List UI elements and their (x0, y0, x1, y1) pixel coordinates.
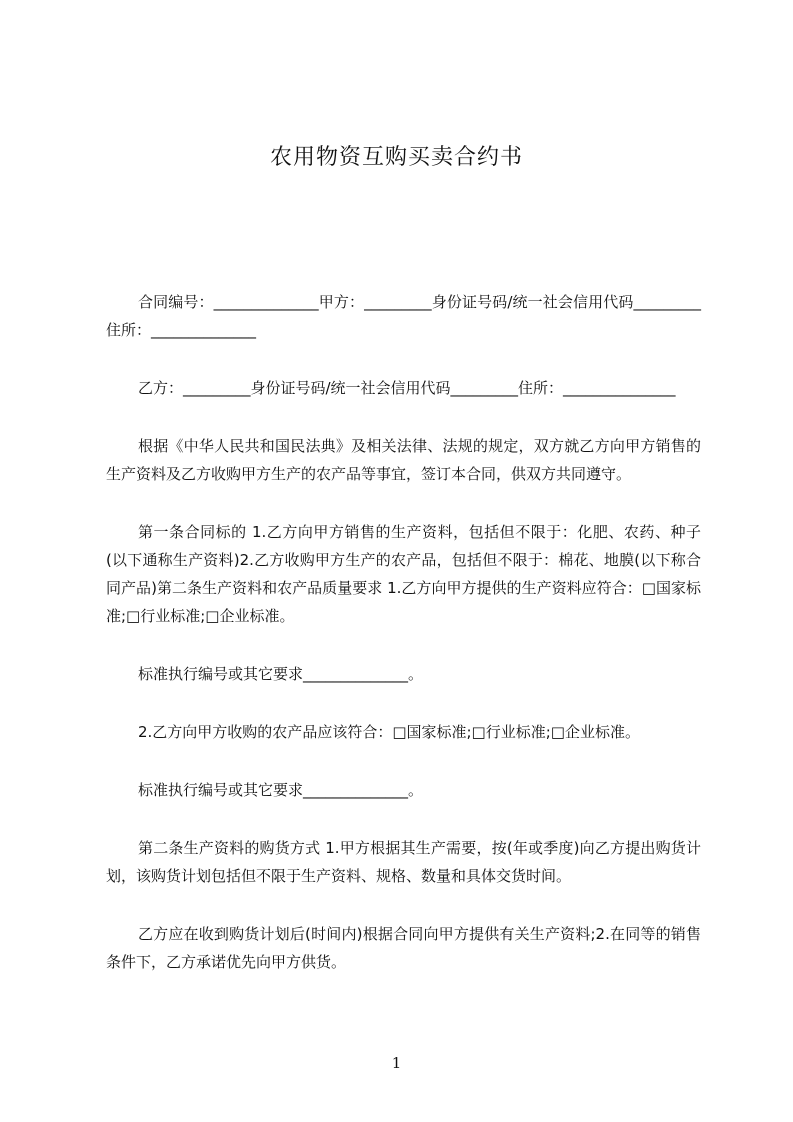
page-number: 1 (391, 1054, 402, 1072)
contract-preamble: 根据《中华人民共和国民法典》及相关法律、法规的规定，双方就乙方向甲方销售的生产资料及乙方收购甲方生产的农产品等事宜，签订本合同，供双方共同遵守。 (106, 437, 701, 483)
contract-header-party-a: 合同编号：______________甲方：_________身份证号码/统一社会信用代码_________住所：______________ (106, 293, 701, 339)
clause-supply-priority: 乙方应在收到购货计划后(时间内)根据合同向甲方提供有关生产资料;2.在同等的销售条件下，乙方承诺优先向甲方供货。 (106, 925, 701, 971)
document-title: 农用物资互购买卖合约书 (269, 145, 523, 170)
clause-standard-requirement-2: 标准执行编号或其它要求______________。 (138, 781, 424, 799)
clause-product-standard: 2.乙方向甲方收购的农产品应该符合：□国家标准;□行业标准;□企业标准。 (138, 723, 640, 741)
clause-purchase-method: 第二条生产资料的购货方式 1.甲方根据其生产需要，按(年或季度)向乙方提出购货计划，该购货计划包括但不限于生产资料、规格、数量和具体交货时间。 (106, 839, 701, 885)
contract-party-b: 乙方：_________身份证号码/统一社会信用代码_________住所：_______________ (138, 379, 676, 397)
document-body (106, 288, 701, 1006)
clause-standard-requirement-1: 标准执行编号或其它要求______________。 (138, 665, 424, 683)
clause-subject-matter: 第一条合同标的 1.乙方向甲方销售的生产资料，包括但不限于：化肥、农药、种子(以下通称生产资料)2.乙方收购甲方生产的农产品，包括但不限于：棉花、地膜(以下称合同产品)第二条生产资料和农产品质量要求 1.乙方向甲方提供的生产资料应符合：□国家标准;□行业标准;□企业标准。 (106, 523, 701, 625)
